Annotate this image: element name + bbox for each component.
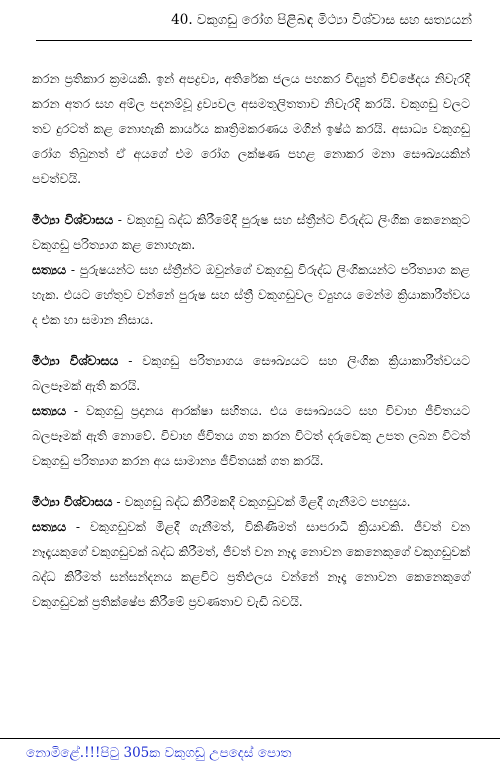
fact-paragraph-2 xyxy=(32,398,470,473)
footer-promo-text: නොමිළේ.!!!පිටු 305ක වකුගඩු උපදෙස් පොත xyxy=(26,745,292,761)
myth-paragraph-2 xyxy=(32,348,470,398)
intro-paragraph xyxy=(32,66,470,191)
myth-text-3: - වකුගඩු බද්ධ කිරීමකදී වකුගඩුවක් මිළදී ගැනීමට පහසුය. xyxy=(112,494,411,509)
intro-text: කරන ප්‍රතිකාර ක්‍රමයකි. ඉන් අපද්‍රව්‍ය, අතිරේක ජලය පහකර විද්‍යුත් විච්ඡේදය නිවැරදි කරන අතර සහ අම්ල පදනම්වූ ද්‍රව්‍යවල අසමතුලිතතාව නිවැරදි කරයි. වකුගඩු වලට තව දුරටත් කළ නොහැකි කාර්යය කෘත්‍රිමකරණය මගින් ඉෂ්ඨ කරයි. අසාධ්‍ය වකුගඩු රෝග තිබුනත් ඒ අයගේ එම රෝග ලක්ෂණ පහළ නොකර මනා සෞඛ්‍යයකින් පවත්වයි. xyxy=(32,71,470,186)
fact-label-3: සත්‍යය xyxy=(32,519,67,534)
page-title: 40. වකුගඩු රෝග පිළිබඳ මිථ්‍යා විශ්වාස සහ සත්‍යයන් xyxy=(171,12,472,28)
page-content xyxy=(32,66,470,614)
fact-text-2: - වකුගඩු ප්‍රදානය ආරක්ෂා සහිතය. එය සෞඛ්‍යයට සහ විවාහ ජීවිතයට බලපෑමක් ඇති නොවේ. විවාහ ජීවිතය ගත කරන විටත් දරුවෙකු උපත ලබන විටත් වකුගඩු පරිත්‍යාග කරන අය සාමාන්‍ය ජීවිතයක් ගත කරයි. xyxy=(32,403,470,468)
myth-label-1: මිථ්‍යා විශ්වාසය xyxy=(32,212,114,227)
fact-label-1: සත්‍යය xyxy=(32,262,67,277)
fact-paragraph-3 xyxy=(32,514,470,614)
page-footer xyxy=(0,738,500,769)
myth-paragraph-3 xyxy=(32,489,470,514)
myth-paragraph-1 xyxy=(32,207,470,257)
myth-label-2: මිථ්‍යා විශ්වාසය xyxy=(32,353,119,368)
fact-text-3: - වකුගඩුවක් මිළදී ගැනීමත්, විකිණීමත් සාපරාධී ක්‍රියාවකි. ජීවත් වන නෑදෑයකුගේ වකුගඩුවක් බද්ධ කිරීමත්, ජීවත් වන නෑදෑ නොවන කෙනෙකුගේ වකුගඩුවක් බද්ධ කිරීමත් සන්සන්දනය කළවිට ප්‍රතිඵලය වන්නේ නෑදෑ නොවන කෙනෙකුගේ වකුගඩුවක් ප්‍රතික්ෂේප කිරීමේ ප්‍රවණතාව වැඩි බවයි. xyxy=(32,519,470,609)
myth-label-3: මිථ්‍යා විශ්වාසය xyxy=(32,494,113,509)
myth-text-1: - වකුගඩු බද්ධ කිරීමේදී පුරුෂ සහ ස්ත්‍රීන්ට විරුද්ධ ලිංගික කෙනෙකුට වකුගඩු පරිත්‍යාග කළ නොහැක. xyxy=(32,212,470,252)
myth-text-2: - වකුගඩු පරිත්‍යාගය සෞඛ්‍යයට සහ ලිංගික ක්‍රියාකාරීත්වයට බලපෑමක් ඇති කරයි. xyxy=(32,353,470,393)
page-header xyxy=(36,12,472,41)
fact-text-1: - පුරුෂයන්ට සහ ස්ත්‍රීන්ට ඔවුන්ගේ වකුගඩු විරුද්ධ ලිංගිකයන්ට පරිත්‍යාග කළ හැක. එයට හේතුව වන්නේ පුරුෂ සහ ස්ත්‍රී වකුගඩුවල ව්‍යුහය මෙන්ම ක්‍රියාකාරීත්වය ද එක හා සමාන නිසාය. xyxy=(32,262,470,327)
fact-label-2: සත්‍යය xyxy=(32,403,67,418)
fact-paragraph-1 xyxy=(32,257,470,332)
